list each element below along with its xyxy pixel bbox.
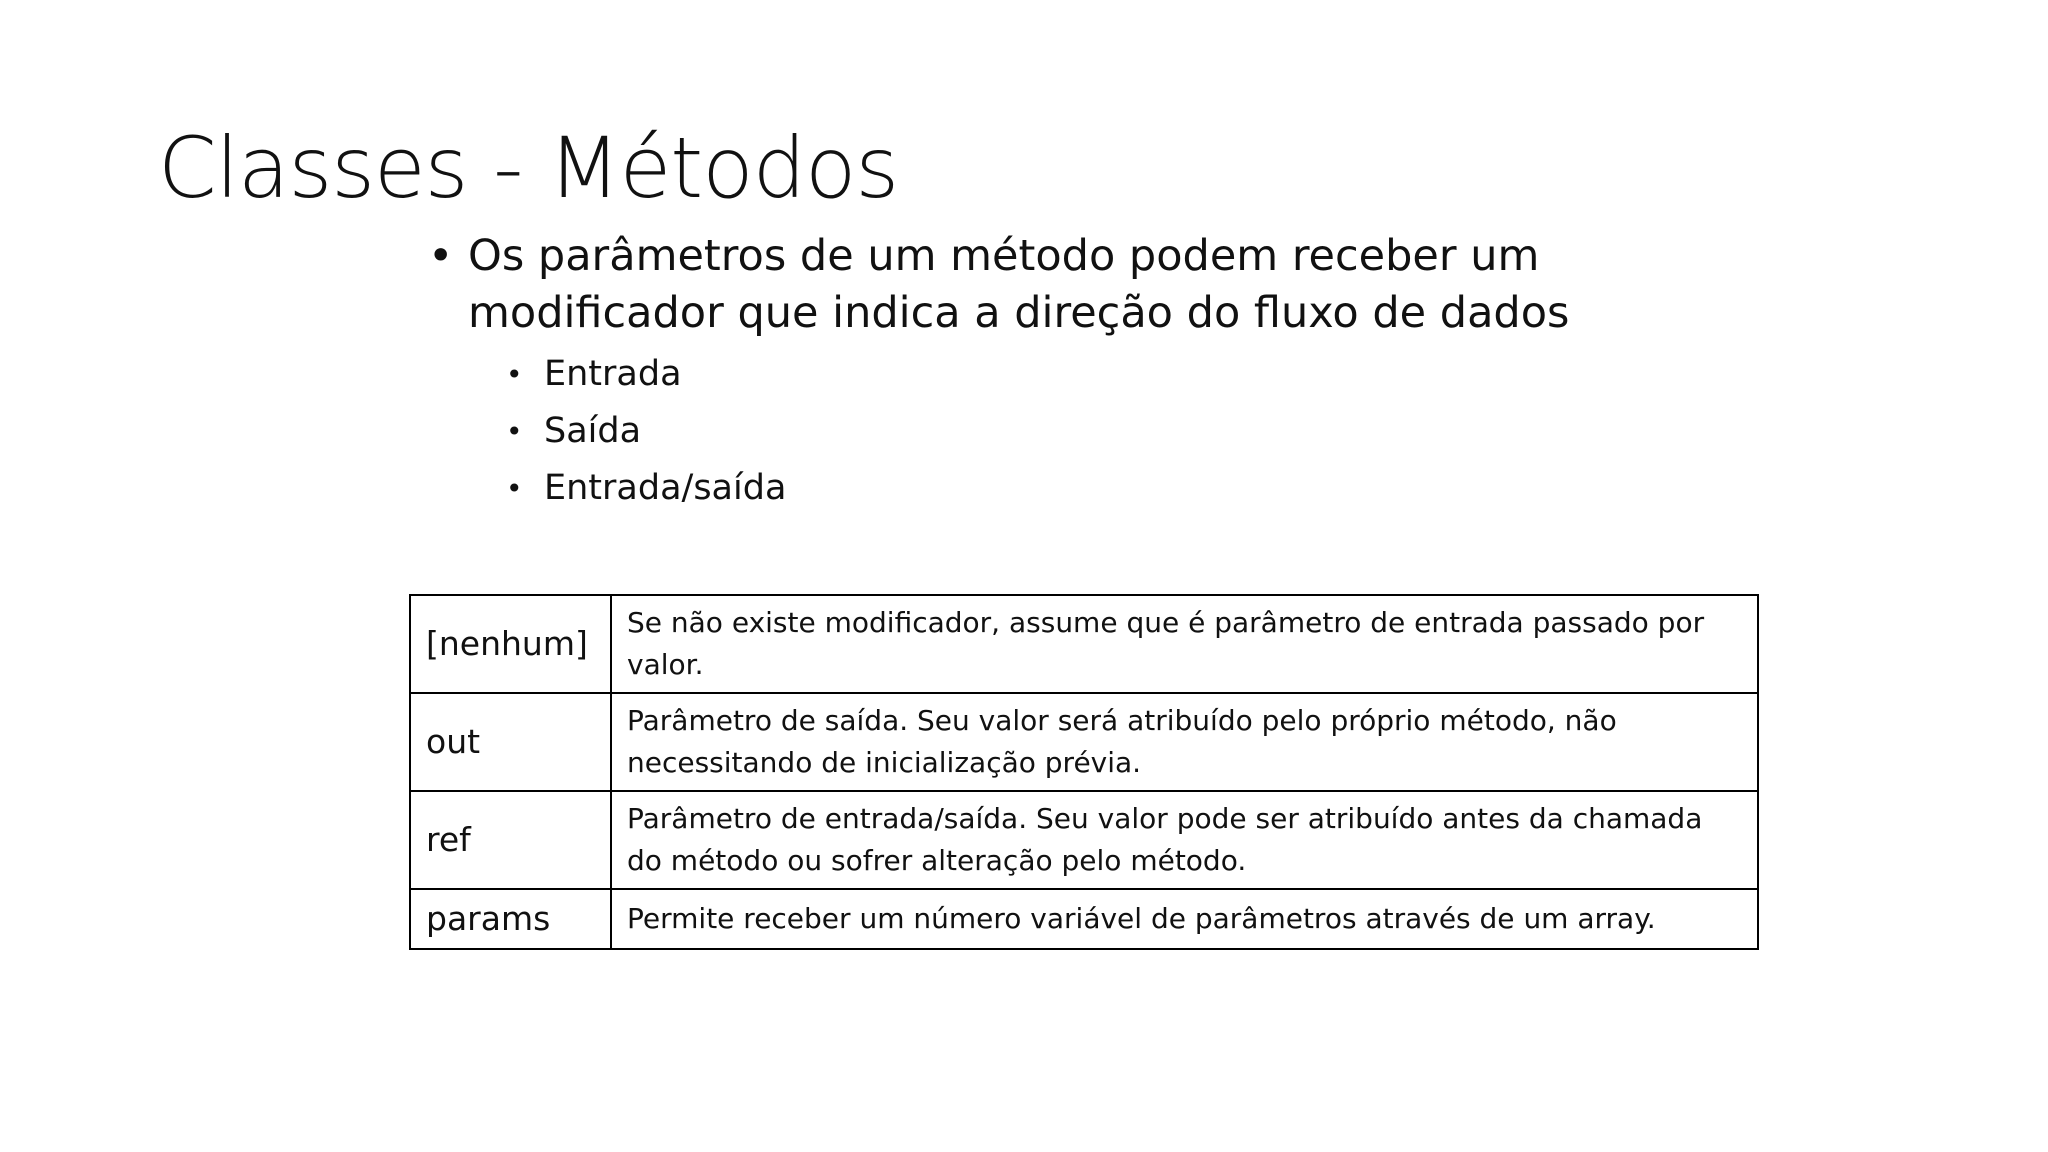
sub-bullet-text: Saída (544, 411, 642, 451)
bullet-dot-icon: • (428, 231, 454, 281)
sub-bullet-saida (506, 403, 1808, 460)
bullet-main-text: Os parâmetros de um método podem receber um modificador que indica a direção do fluxo de dados (468, 231, 1570, 338)
table-cell-description: Parâmetro de saída. Seu valor será atribuído pelo próprio método, não necessitando de inicialização prévia. (611, 693, 1758, 791)
modifier-table (409, 594, 1759, 950)
bullet-dot-icon: • (506, 415, 523, 448)
table-row (410, 595, 1758, 693)
bullet-main (428, 228, 1808, 342)
table-row (410, 693, 1758, 791)
bullet-dot-icon: • (506, 472, 523, 505)
sub-bullet-text: Entrada (544, 354, 682, 394)
table-row (410, 791, 1758, 889)
table-cell-modifier: ref (410, 791, 611, 889)
table-cell-modifier: params (410, 889, 611, 949)
modifier-table-grid (409, 594, 1759, 950)
sub-bullet-entrada-saida (506, 460, 1808, 517)
slide-title: Classes - Métodos (158, 119, 899, 217)
table-cell-description: Parâmetro de entrada/saída. Seu valor pode ser atribuído antes da chamada do método ou sofrer alteração pelo método. (611, 791, 1758, 889)
table-cell-modifier: out (410, 693, 611, 791)
table-row (410, 889, 1758, 949)
slide-content (428, 228, 1808, 517)
bullet-dot-icon: • (506, 358, 523, 391)
table-cell-description: Se não existe modificador, assume que é parâmetro de entrada passado por valor. (611, 595, 1758, 693)
sub-bullet-list (506, 346, 1808, 517)
sub-bullet-entrada (506, 346, 1808, 403)
table-cell-modifier: [nenhum] (410, 595, 611, 693)
table-cell-description: Permite receber um número variável de parâmetros através de um array. (611, 889, 1758, 949)
sub-bullet-text: Entrada/saída (544, 468, 787, 508)
